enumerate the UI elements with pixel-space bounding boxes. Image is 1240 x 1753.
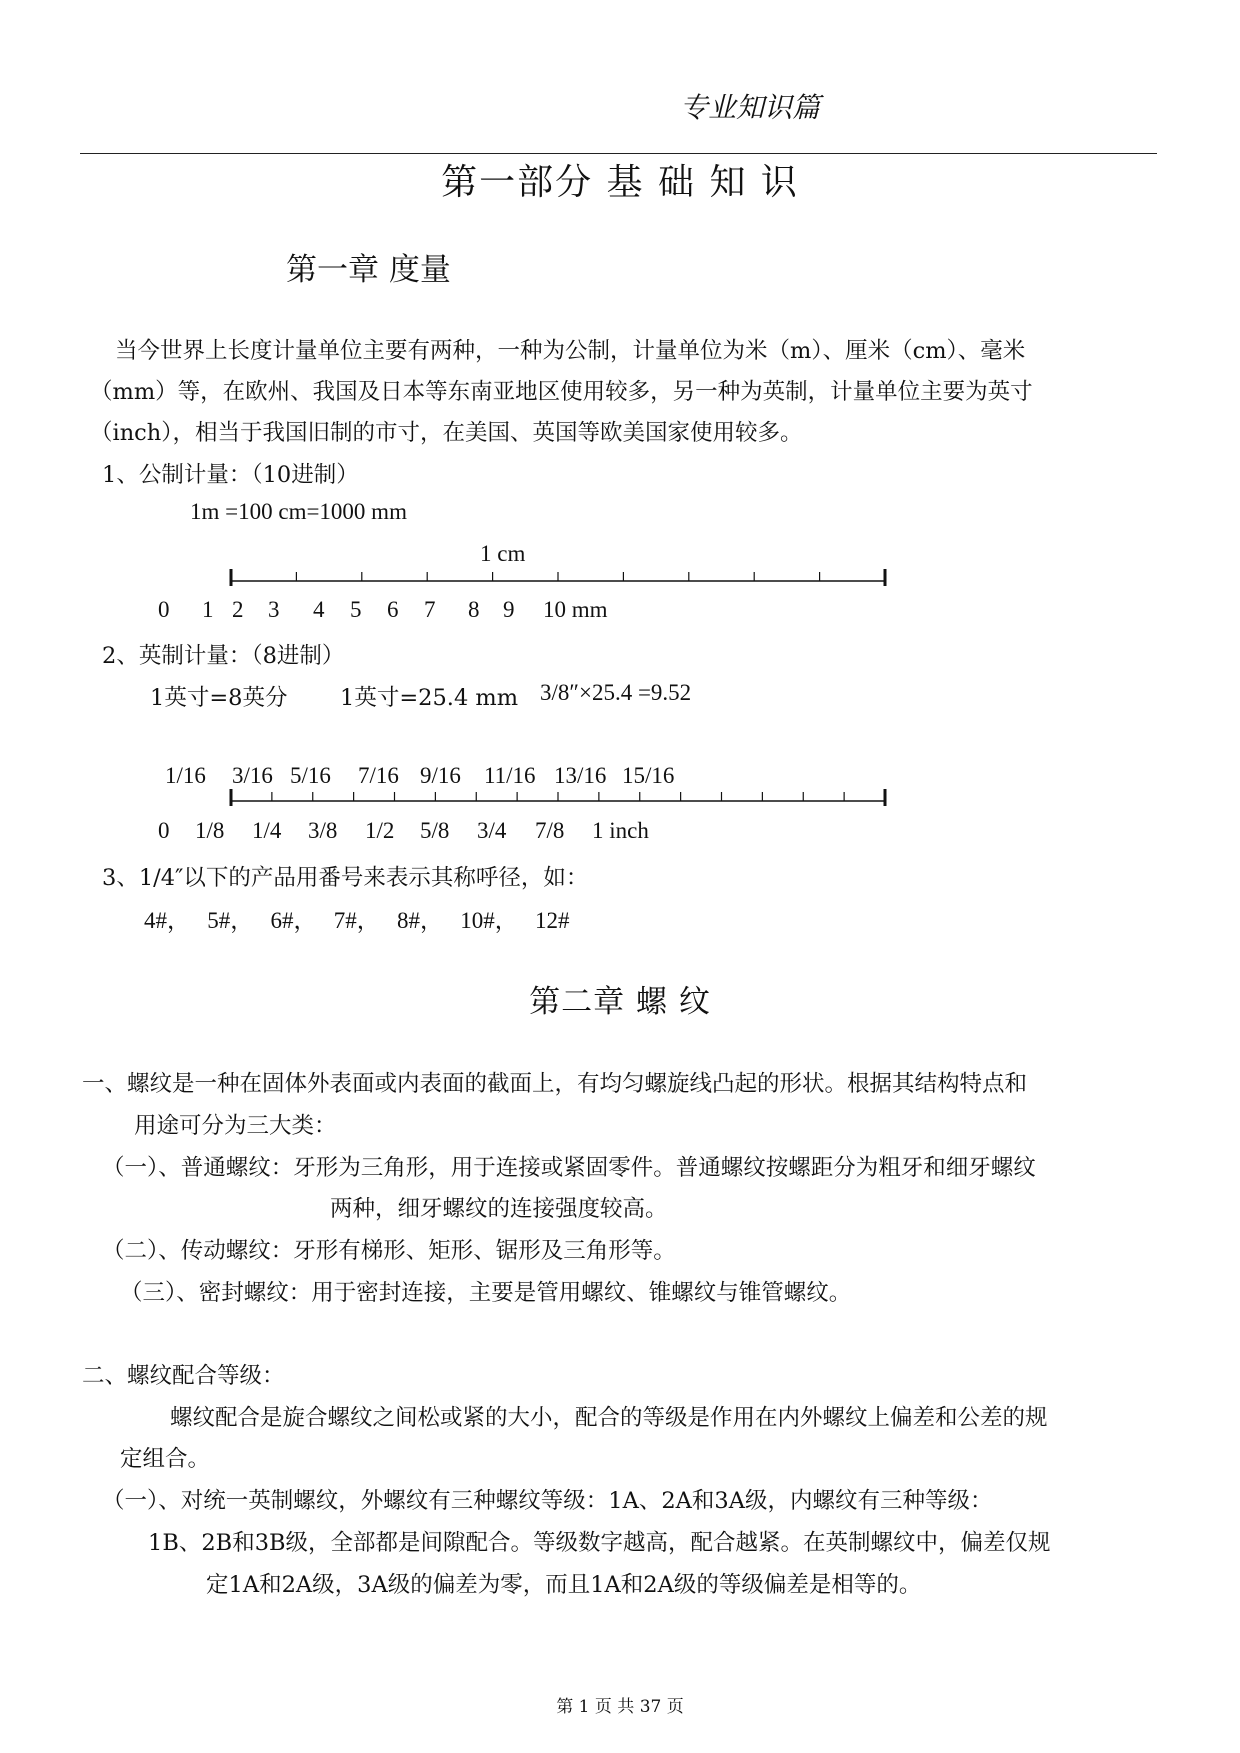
metric-num-10: 10 mm <box>543 597 608 622</box>
unified-thread-line-2: 1B、2B和3B级，全部都是间隙配合。等级数字越高，配合越紧。在英制螺纹中，偏差仅规 <box>148 1530 1051 1556</box>
eighths-label-4: 1/2 <box>365 818 395 843</box>
metric-formula: 1m =100 cm=1000 mm <box>190 499 407 524</box>
sixteenths-label-1: 1/16 <box>165 763 206 788</box>
eighths-label-3: 3/8 <box>308 818 338 843</box>
imperial-formula-3: 3/8″×25.4 =9.52 <box>540 680 692 705</box>
metric-num-9: 9 <box>503 597 515 622</box>
eighths-label-5: 5/8 <box>420 818 450 843</box>
page-number: 第 1 页 共 37 页 <box>556 1697 684 1717</box>
metric-ruler <box>0 560 1240 590</box>
sixteenths-label-2: 3/16 <box>232 763 273 788</box>
metric-num-8: 8 <box>468 597 480 622</box>
metric-heading: 1、公制计量：（10进制） <box>102 462 359 488</box>
part-title: 第一部分 基 础 知 识 <box>441 162 799 203</box>
chapter2-title: 第二章 螺 纹 <box>529 984 711 1020</box>
unified-thread-line-3: 定1A和2A级，3A级的偏差为零，而且1A和2A级的等级偏差是相等的。 <box>206 1572 922 1598</box>
metric-num-4: 4 <box>313 597 325 622</box>
thread-type-2: （二）、传动螺纹：牙形有梯形、矩形、锯形及三角形等。 <box>102 1238 676 1264</box>
metric-num-6: 6 <box>387 597 399 622</box>
metric-ruler-label: 1 cm <box>480 541 526 566</box>
thread-type-1-line-2: 两种，细牙螺纹的连接强度较高。 <box>330 1196 668 1222</box>
eighths-label-2: 1/4 <box>252 818 282 843</box>
intro-line-3: （inch），相当于我国旧制的市寸，在美国、英国等欧美国家使用较多。 <box>90 420 803 446</box>
imperial-heading: 2、英制计量：（8进制） <box>102 643 345 669</box>
thread-def-line-2: 用途可分为三大类： <box>134 1113 337 1139</box>
metric-num-7: 7 <box>424 597 436 622</box>
intro-line-2: （mm）等，在欧州、我国及日本等东南亚地区使用较多，另一种为英制，计量单位主要为英寸 <box>90 379 1033 405</box>
sixteenths-label-8: 15/16 <box>622 763 675 788</box>
eighths-label-7: 7/8 <box>535 818 565 843</box>
sixteenths-label-4: 7/16 <box>358 763 399 788</box>
sixteenths-label-6: 11/16 <box>484 763 536 788</box>
metric-num-2: 2 <box>232 597 244 622</box>
metric-num-0: 0 <box>158 597 170 622</box>
gauge-items: 4#， 5#， 6#， 7#， 8#， 10#， 12# <box>144 908 570 933</box>
thread-type-3: （三）、密封螺纹：用于密封连接，主要是管用螺纹、锥螺纹与锥管螺纹。 <box>120 1280 852 1306</box>
sixteenths-label-7: 13/16 <box>554 763 607 788</box>
eighths-label-8: 1 inch <box>592 818 649 843</box>
thread-def-line-1: 一、螺纹是一种在固体外表面或内表面的截面上，有均匀螺旋线凸起的形状。根据其结构特点和 <box>82 1071 1028 1097</box>
metric-num-1: 1 <box>202 597 214 622</box>
chapter1-title: 第一章 度量 <box>286 252 451 288</box>
eighths-label-0: 0 <box>158 818 170 843</box>
metric-num-3: 3 <box>268 597 280 622</box>
eighths-label-6: 3/4 <box>477 818 507 843</box>
header-title: 专业知识篇 <box>680 91 821 124</box>
imperial-formula-2: 1英寸=25.4 mm <box>340 685 519 711</box>
sixteenths-label-5: 9/16 <box>420 763 461 788</box>
metric-ruler-ticks <box>231 569 885 586</box>
eighths-label-1: 1/8 <box>195 818 225 843</box>
inch-ruler <box>0 780 1240 810</box>
metric-num-5: 5 <box>350 597 362 622</box>
inch-ruler-ticks <box>231 789 885 806</box>
intro-line-1: 当今世界上长度计量单位主要有两种，一种为公制，计量单位为米（m）、厘米（cm）、毫米 <box>115 338 1026 364</box>
fit-class-heading: 二、螺纹配合等级： <box>82 1363 285 1389</box>
thread-type-1-line-1: （一）、普通螺纹：牙形为三角形，用于连接或紧固零件。普通螺纹按螺距分为粗牙和细牙螺纹 <box>102 1155 1036 1181</box>
imperial-formula-1: 1英寸=8英分 <box>150 685 288 711</box>
fit-class-para-line-1: 螺纹配合是旋合螺纹之间松或紧的大小，配合的等级是作用在内外螺纹上偏差和公差的规 <box>170 1405 1048 1431</box>
fit-class-para-line-2: 定组合。 <box>120 1446 211 1472</box>
sixteenths-label-3: 5/16 <box>290 763 331 788</box>
unified-thread-line-1: （一）、对统一英制螺纹，外螺纹有三种螺纹等级：1A、2A和3A级，内螺纹有三种等级： <box>102 1488 993 1514</box>
gauge-heading: 3、1/4″以下的产品用番号来表示其称呼径，如： <box>102 865 589 891</box>
